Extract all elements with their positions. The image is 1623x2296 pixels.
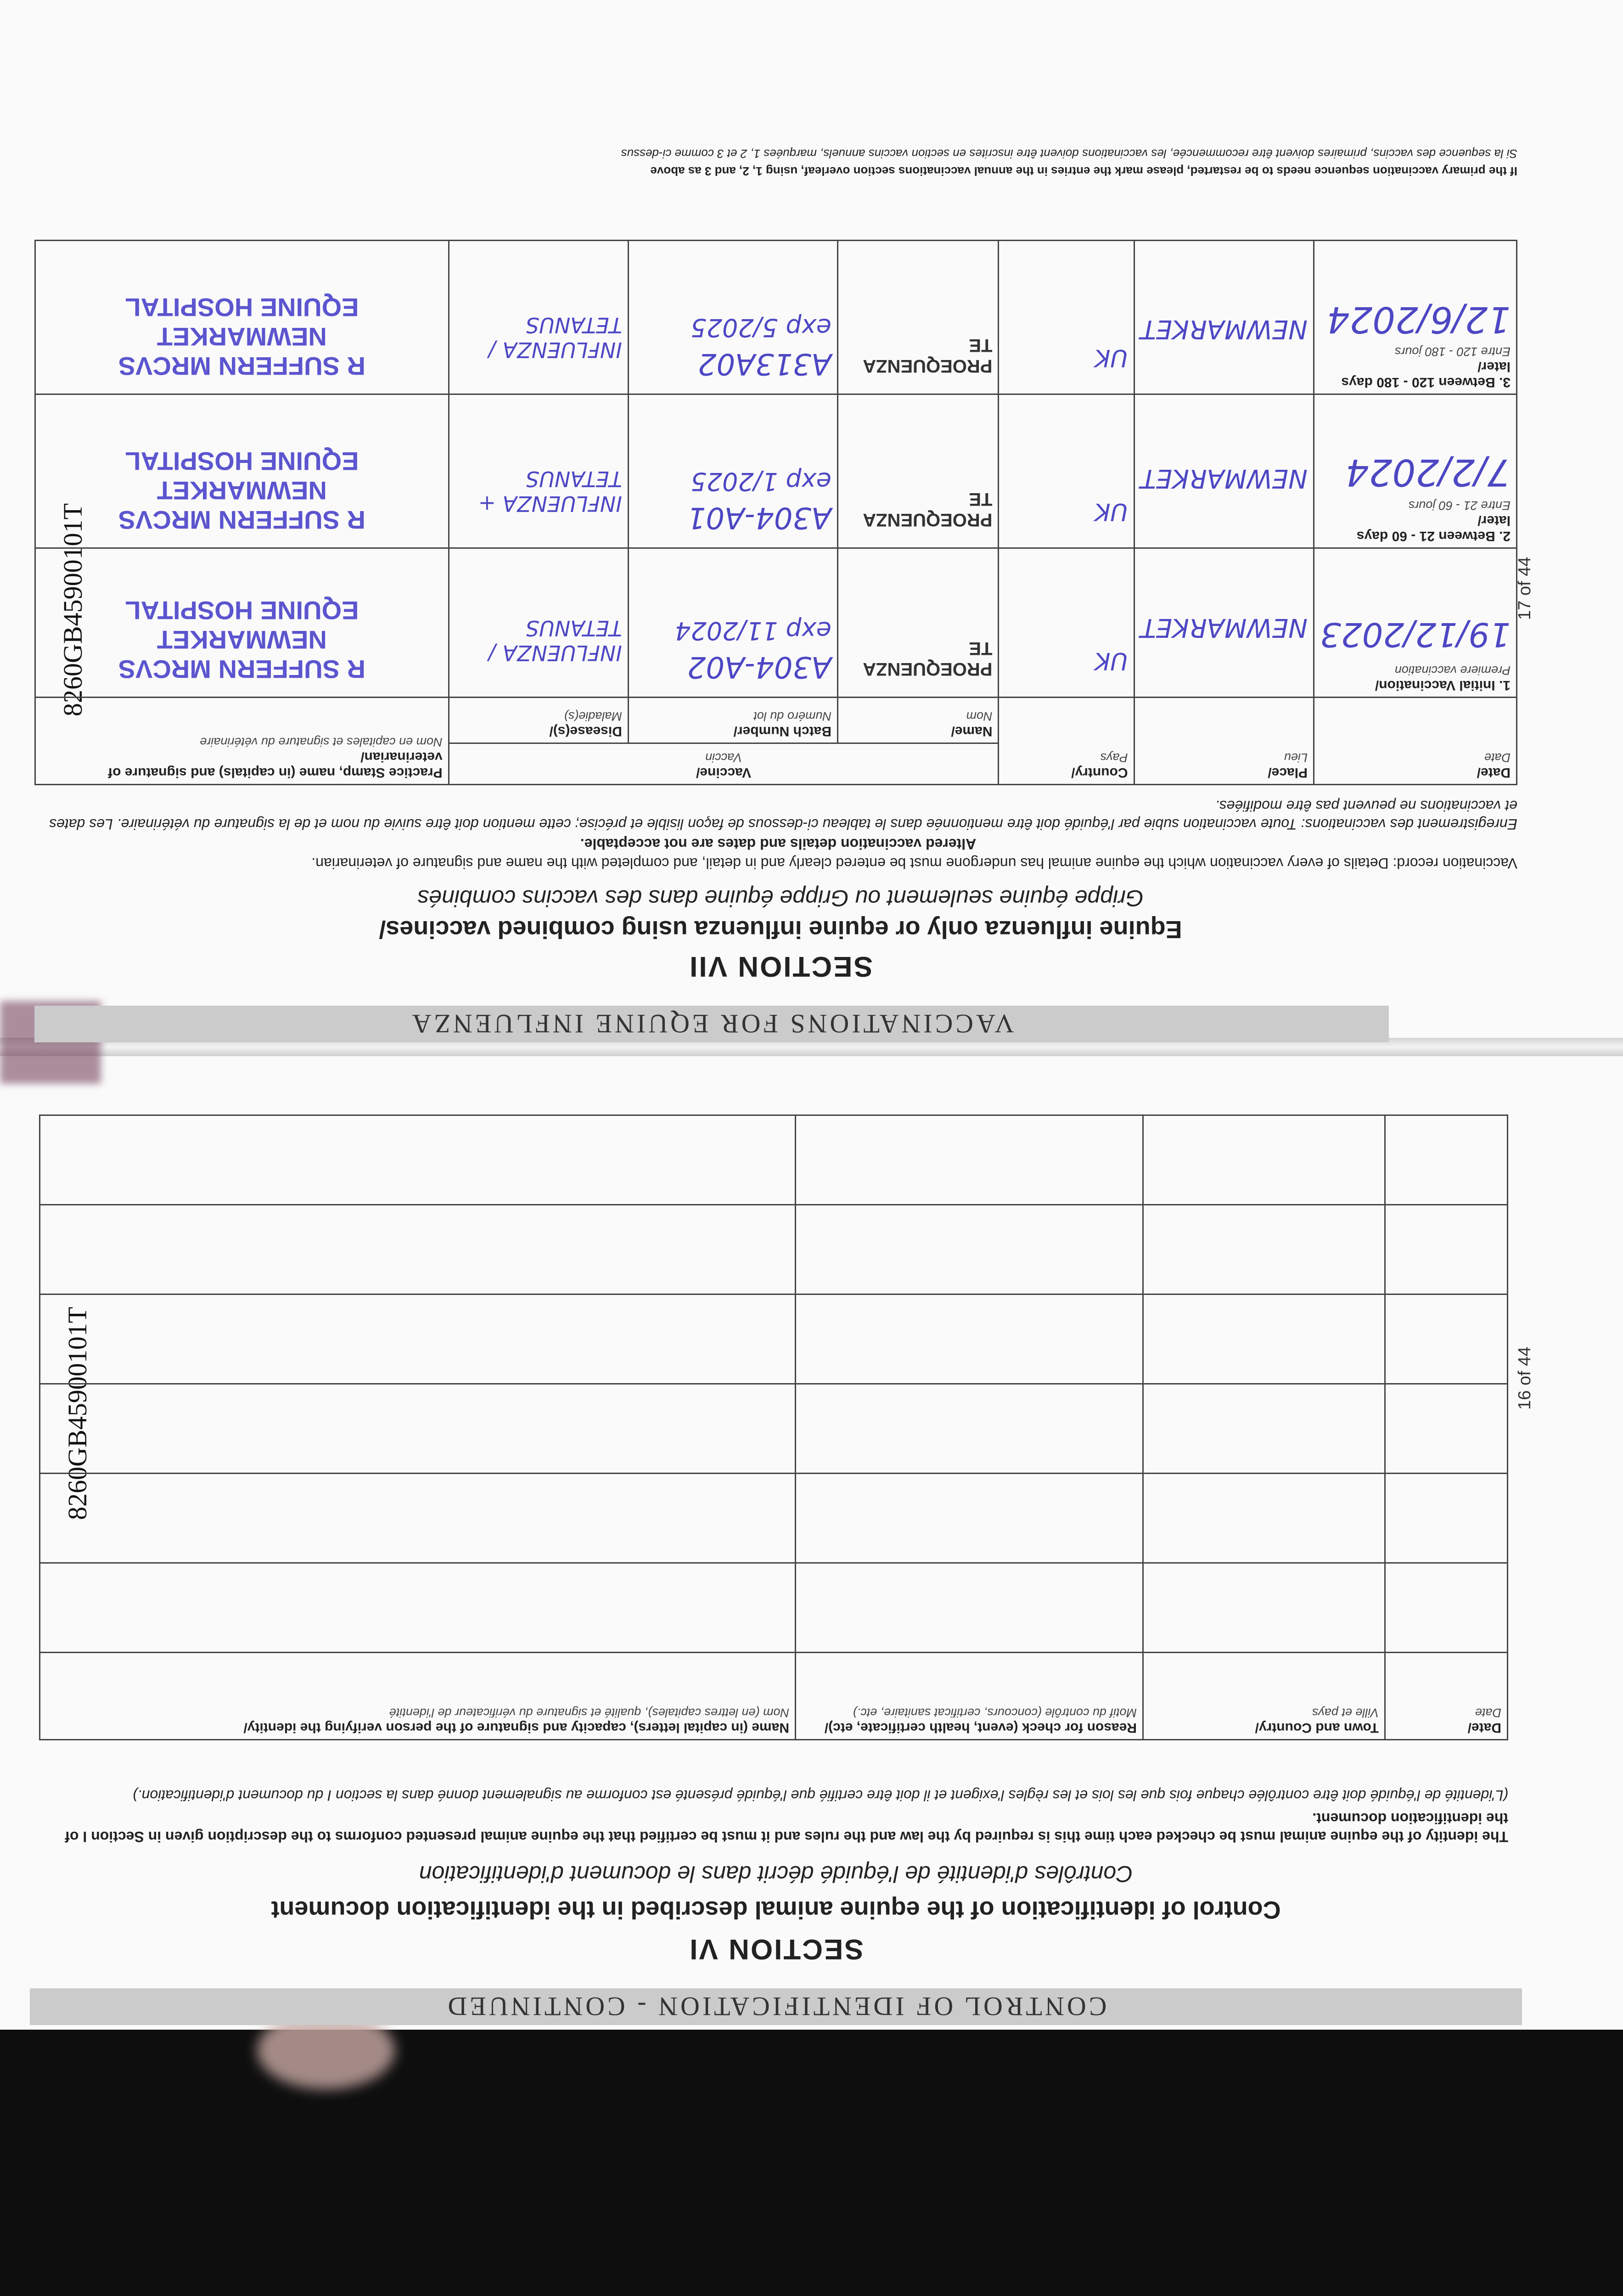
row3-stamp-cell: [35, 241, 449, 394]
col-name: [40, 1653, 796, 1740]
page17-intro-en: Vaccination record: Details of every vaccination which the equine animal has undergone must be entered clearly and in detail, and completed with the name and signature of veterinarian.: [311, 855, 1517, 872]
hdr-vaccine-en: Vaccine/: [696, 765, 752, 780]
row2-stamp-cell: [35, 394, 449, 548]
page17-footer-en: If the primary vaccination sequence needs to be restarted, please mark the entries in the annual vaccinations section overleaf, using 1, 2, and 3 as above: [650, 164, 1517, 178]
row2-date: 7/2/2024: [1345, 451, 1511, 494]
row2-diseases: INFLUENZA + TETANUS: [478, 467, 622, 516]
page-number-17: 17 of 44: [1515, 557, 1534, 620]
row3-label-fr: Entre 120 - 180 jours: [1394, 345, 1511, 359]
page16-intro-en: The identity of the equine animal must be checked each time this is required by the law and the rules and it must be certified that the equine animal presented conforms to the description given in Section I of the identification document.: [65, 1810, 1508, 1845]
row1-label: 1. Initial Vaccination/: [1375, 678, 1511, 693]
page17-section-title: SECTION VII: [688, 951, 873, 982]
page17-intro-bold: Altered vaccination details and dates are not acceptable.: [580, 836, 977, 852]
hdr-place-fr: Lieu: [1284, 751, 1308, 765]
col-reason-fr: Motif du contrôle (concours, certificat sanitaire, etc.): [853, 1706, 1137, 1720]
row2-expiry: exp 1/2025: [691, 467, 831, 496]
row3-date-cell: [1314, 241, 1517, 394]
row1-name-cell: [837, 548, 999, 698]
hdr-date-fr: Date: [1484, 751, 1511, 765]
row1-stamp-line2: NEWMARKET: [157, 625, 327, 654]
vaccination-table: [34, 240, 1517, 785]
hdr-batch-fr: Numéro du lot: [753, 709, 831, 723]
row2-label-fr: Entre 21 - 60 jours: [1408, 499, 1511, 512]
col-town: [1143, 1653, 1385, 1740]
page17-intro-fr: Enregistrement des vaccinations: Toute vaccination subie par l'équidé doit être mentionnée dans le tableau ci-dessous de façon lisible et précise; cette mention doit être suivie du nom et de la signature du vétérinaire. Les dates et vaccinations ne peuvent pas être modifiées.: [49, 798, 1517, 833]
vaccination-row: [35, 548, 1517, 698]
row1-name: PROEQUENZA TE: [863, 638, 993, 679]
row1-stamp-line3: EQUINE HOSPITAL: [125, 596, 359, 625]
row2-stamp-line1: R SUFFERN MRCVS: [118, 506, 365, 535]
hdr-place-en: Place/: [1268, 765, 1308, 780]
page17-band: VACCINATIONS FOR EQUINE INFLUENZA: [34, 1006, 1389, 1042]
row2-batch-cell: [628, 394, 837, 548]
vaccination-row: [35, 394, 1517, 548]
row3-batch-cell: [628, 241, 837, 394]
page17-heading-en: Equine influenza only or equine influenza using combined vaccines/: [379, 916, 1182, 943]
row1-country-cell: [999, 548, 1134, 698]
col-date: [1385, 1653, 1508, 1740]
hdr-name-fr: Nom: [966, 709, 993, 723]
row3-name: PROEQUENZA TE: [863, 335, 993, 376]
row2-name: PROEQUENZA TE: [863, 489, 993, 530]
col-date-en: Date/: [1467, 1720, 1501, 1735]
row3-label: 3. Between 120 - 180 days later/: [1341, 359, 1511, 390]
col-town-en: Town and Country/: [1255, 1720, 1379, 1735]
table-row: [40, 1384, 1508, 1474]
row1-diseases: INFLUENZA / TETANUS: [489, 616, 622, 665]
page-17: [34, 41, 1527, 1042]
table-row: [40, 1205, 1508, 1294]
table-row: [40, 1115, 1508, 1205]
col-reason-en: Reason for check (event, health certificate, etc)/: [824, 1720, 1137, 1735]
hdr-diseases-en: Disease(s)/: [549, 724, 622, 739]
hdr-country-en: Country/: [1071, 765, 1128, 780]
col-name-en: Name (in capital letters), capacity and signature of the person verifying the identity/: [243, 1720, 789, 1735]
vaccination-row: [35, 241, 1517, 394]
row1-date-cell: [1314, 548, 1517, 698]
row1-place-cell: [1134, 548, 1314, 698]
col-town-fr: Ville et pays: [1312, 1706, 1379, 1720]
doc-id-page16: 8260GB45900101T: [62, 1307, 92, 1520]
hdr-country-fr: Pays: [1100, 751, 1128, 765]
hdr-stamp-fr: Nom en capitales et signature du vétérinaire: [200, 735, 443, 749]
row2-stamp-line2: NEWMARKET: [157, 476, 327, 505]
row2-batch: A304-A01: [687, 501, 831, 535]
hdr-stamp: [35, 698, 449, 785]
col-date-fr: Date: [1475, 1706, 1501, 1720]
row3-diseases-cell: [449, 241, 628, 394]
row3-diseases: INFLUENZA / TETANUS: [489, 313, 622, 362]
table-row: [40, 1474, 1508, 1563]
hdr-country: [999, 698, 1134, 785]
id-check-table: [39, 1114, 1508, 1740]
row1-date: 19/12/2023: [1320, 615, 1511, 654]
row3-place-cell: [1134, 241, 1314, 394]
row1-diseases-cell: [449, 548, 628, 698]
page16-intro-fr: (L'identité de l'équidé doit être contrôlée chaque fois que les lois et les règles l'exigent et il doit être certifié que l'équidé présenté est conforme au signalement donné dans la section I du document d'identification.): [133, 1787, 1508, 1804]
row1-batch: A304-A02: [687, 650, 831, 684]
hdr-vaccine: [449, 743, 999, 785]
hdr-stamp-en: Practice Stamp, name (in capitals) and signature of veterinarian/: [108, 749, 443, 780]
hdr-date-en: Date/: [1477, 765, 1511, 780]
row3-stamp-line1: R SUFFERN MRCVS: [118, 352, 365, 381]
row3-place: NEWMARKET: [1140, 314, 1308, 344]
row2-label: 2. Between 21 - 60 days later/: [1356, 513, 1511, 544]
hdr-name: [837, 698, 999, 743]
row1-stamp-line1: R SUFFERN MRCVS: [118, 655, 365, 684]
row3-batch: A313A02: [697, 347, 831, 381]
hdr-date: [1314, 698, 1517, 785]
row3-country-cell: [999, 241, 1134, 394]
row3-country: UK: [1095, 344, 1128, 371]
row1-batch-cell: [628, 548, 837, 698]
row1-place: NEWMARKET: [1140, 613, 1308, 642]
row1-stamp-cell: [35, 548, 449, 698]
hdr-diseases-fr: Maladie(s): [564, 709, 622, 723]
row3-expiry: exp 5/2025: [691, 313, 831, 342]
row3-stamp-line2: NEWMARKET: [157, 322, 327, 351]
doc-id-page17: 8260GB45900101T: [58, 503, 88, 716]
row1-label-fr: Premiere vaccination: [1394, 664, 1511, 677]
row1-expiry: exp 11/2024: [674, 616, 831, 645]
row2-place-cell: [1134, 394, 1314, 548]
row2-date-cell: [1314, 394, 1517, 548]
page-16: [30, 1107, 1522, 2025]
table-row: [40, 1294, 1508, 1384]
page16-heading-fr: Contrôles d'identité de l'équidé décrit dans le document d'identification: [419, 1861, 1133, 1887]
hdr-batch-en: Batch Number/: [733, 724, 831, 739]
row2-country: UK: [1095, 498, 1128, 525]
page16-section-title: SECTION VI: [688, 1933, 864, 1965]
col-reason: [796, 1653, 1143, 1740]
row2-stamp-line3: EQUINE HOSPITAL: [125, 447, 359, 476]
row2-diseases-cell: [449, 394, 628, 548]
row1-country: UK: [1095, 647, 1128, 675]
page17-footer-fr: Si la sequence des vaccins, primaires doivent être recommencée, les vaccinations doivent être inscrites en section vaccins annuels, marquées 1, 2 et 3 comme ci-dessus: [621, 147, 1517, 161]
hdr-vaccine-fr: Vaccin: [705, 751, 742, 765]
page16-band: CONTROL OF IDENTIFICATION - CONTINUED: [30, 1988, 1522, 2025]
row3-date: 12/6/2024: [1327, 298, 1511, 340]
row2-place: NEWMARKET: [1140, 463, 1308, 493]
row3-name-cell: [837, 241, 999, 394]
hdr-diseases: [449, 698, 628, 743]
page-number-16: 16 of 44: [1515, 1346, 1534, 1410]
table-row: [40, 1563, 1508, 1653]
row3-stamp-line3: EQUINE HOSPITAL: [125, 293, 359, 322]
hdr-name-en: Name/: [951, 724, 993, 739]
row2-country-cell: [999, 394, 1134, 548]
hdr-place: [1134, 698, 1314, 785]
page16-heading-en: Control of identification of the equine animal described in the identification document: [271, 1896, 1281, 1924]
page17-heading-fr: Grippe équine seulement ou Grippe équine dans des vaccins combinés: [417, 885, 1144, 911]
col-name-fr: Nom (en lettres capitales), qualité et signature du vérificateur de l'identité: [389, 1706, 789, 1720]
row2-name-cell: [837, 394, 999, 548]
hdr-batch: [628, 698, 837, 743]
